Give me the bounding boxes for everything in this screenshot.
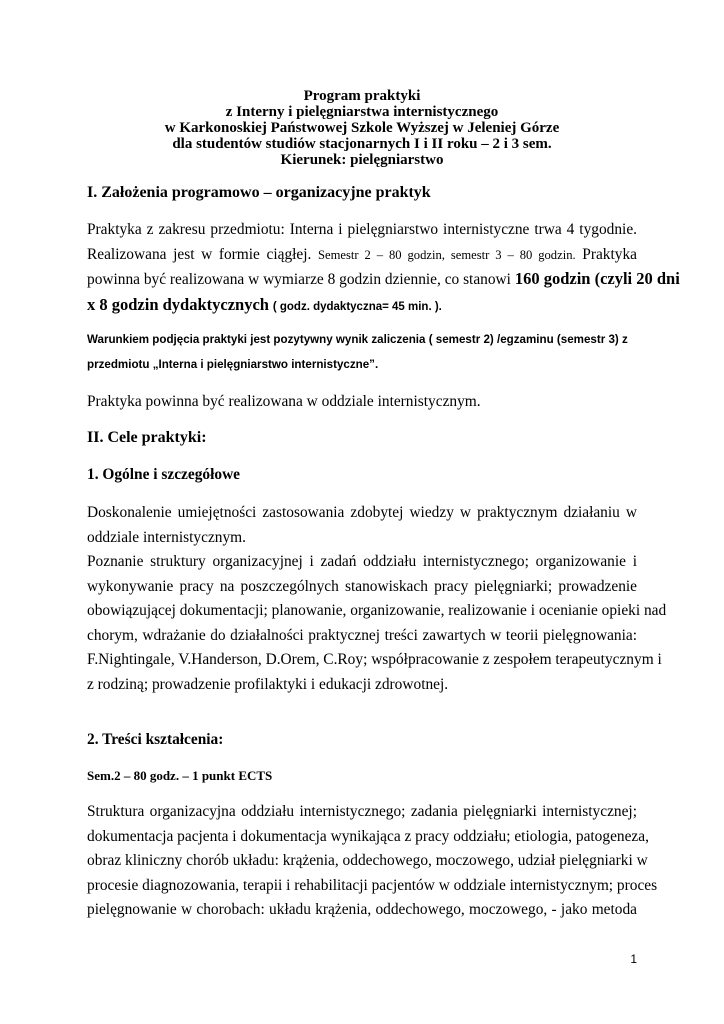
text-segment: Praktyka: [582, 245, 637, 263]
subsection-1-heading: 1. Ogólne i szczegółowe: [87, 466, 241, 483]
semester-heading: Sem.2 – 80 godz. – 1 punkt ECTS: [87, 768, 273, 783]
paragraph-line: pielęgnowanie w chorobach: układu krążenia, oddechowego, moczowego, - jako metoda: [87, 901, 637, 918]
paragraph-line: Struktura organizacyjna oddziału internistycznego; zadania pielęgniarki internistycznej;: [87, 803, 637, 820]
condition-line: Warunkiem podjęcia praktyki jest pozytywny wynik zaliczenia ( semestr 2) /egzaminu (semestr 3) z: [87, 333, 628, 346]
text-segment: Realizowana jest w formie ciągłej.: [87, 245, 312, 263]
paragraph-line: wykonywanie pracy na poszczególnych stanowiskach pracy pielęgniarki; prowadzenie: [87, 577, 637, 595]
semester-hours: Semestr 2 – 80 godzin, semestr 3 – 80 godzin.: [318, 247, 576, 262]
title-line-5: Kierunek: pielęgniarstwo: [280, 152, 444, 168]
text-segment: powinna być realizowana w wymiarze 8 godzin dziennie, co stanowi: [87, 271, 511, 288]
paragraph-line: chorym, wdrażanie do działalności praktycznej treści zawartych w teorii pielęgnowania:: [87, 626, 637, 644]
title-line-3: w Karkonoskiej Państwowej Szkole Wyższej w Jeleniej Górze: [164, 120, 560, 136]
paragraph-line: dokumentacja pacjenta i dokumentacja wynikająca z pracy oddziału; etiologia, patogeneza,: [87, 827, 649, 845]
paragraph-line: [87, 293, 637, 320]
paragraph-line: [87, 267, 680, 293]
paragraph-line: obowiązującej dokumentacji; planowanie, organizowanie, realizowanie i ocenianie opieki nad: [87, 602, 667, 619]
goals-paragraph-1: [87, 501, 637, 550]
section-1-heading: I. Założenia programowo – organizacyjne praktyk: [87, 184, 431, 201]
paragraph-line: z rodziną; prowadzenie profilaktyki i edukacji zdrowotnej.: [87, 675, 449, 693]
paragraph-line: Doskonalenie umiejętności zastosowania zdobytej wiedzy w praktycznym działaniu w: [87, 504, 637, 521]
document-title: [87, 88, 637, 168]
paragraph-line: procesie diagnozowania, terapii i rehabilitacji pacjentów w oddziale internistycznym; proces: [87, 876, 658, 894]
ward-note: [87, 390, 637, 415]
goals-paragraph-2: [87, 550, 667, 697]
total-hours: 160 godzin (czyli 20 dni: [514, 269, 680, 288]
paragraph-line: [87, 243, 637, 268]
title-line-1: Program praktyki: [303, 88, 421, 104]
paragraph-line: Praktyka z zakresu przedmiotu: Interna i pielęgniarstwo internistyczne trwa 4 tygodnie.: [87, 221, 637, 238]
section-2-heading: II. Cele praktyki:: [87, 429, 207, 446]
admission-condition: [87, 327, 642, 377]
paragraph-line: Poznanie struktury organizacyjnej i zadań oddziału internistycznego; organizowanie i: [87, 553, 637, 570]
paragraph-line: Praktyka powinna być realizowana w oddziale internistycznym.: [87, 393, 481, 410]
page-number: 1: [630, 952, 637, 966]
didactic-hour-note: ( godz. dydaktyczna= 45 min. ).: [272, 300, 442, 313]
paragraph-line: oddziale internistycznym.: [87, 528, 246, 546]
title-line-4: dla studentów studiów stacjonarnych I i II roku – 2 i 3 sem.: [172, 136, 552, 152]
paragraph-line: F.Nightingale, V.Handerson, D.Orem, C.Roy; współpracowanie z zespołem terapeutycznym i: [87, 651, 662, 668]
title-line-2: z Interny i pielęgniarstwa internistycznego: [225, 104, 499, 120]
condition-line: przedmiotu „Interna i pielęgniarstwo internistyczne”.: [87, 358, 379, 371]
section-1-paragraph: [87, 218, 680, 319]
paragraph-line: obraz kliniczny chorób układu: krążenia, oddechowego, moczowego, udział pielęgniarki w: [87, 852, 648, 869]
didactic-hours: x 8 godzin dydaktycznych: [87, 294, 269, 314]
content-paragraph: [87, 800, 658, 923]
subsection-2-heading: 2. Treści kształcenia:: [87, 731, 224, 748]
